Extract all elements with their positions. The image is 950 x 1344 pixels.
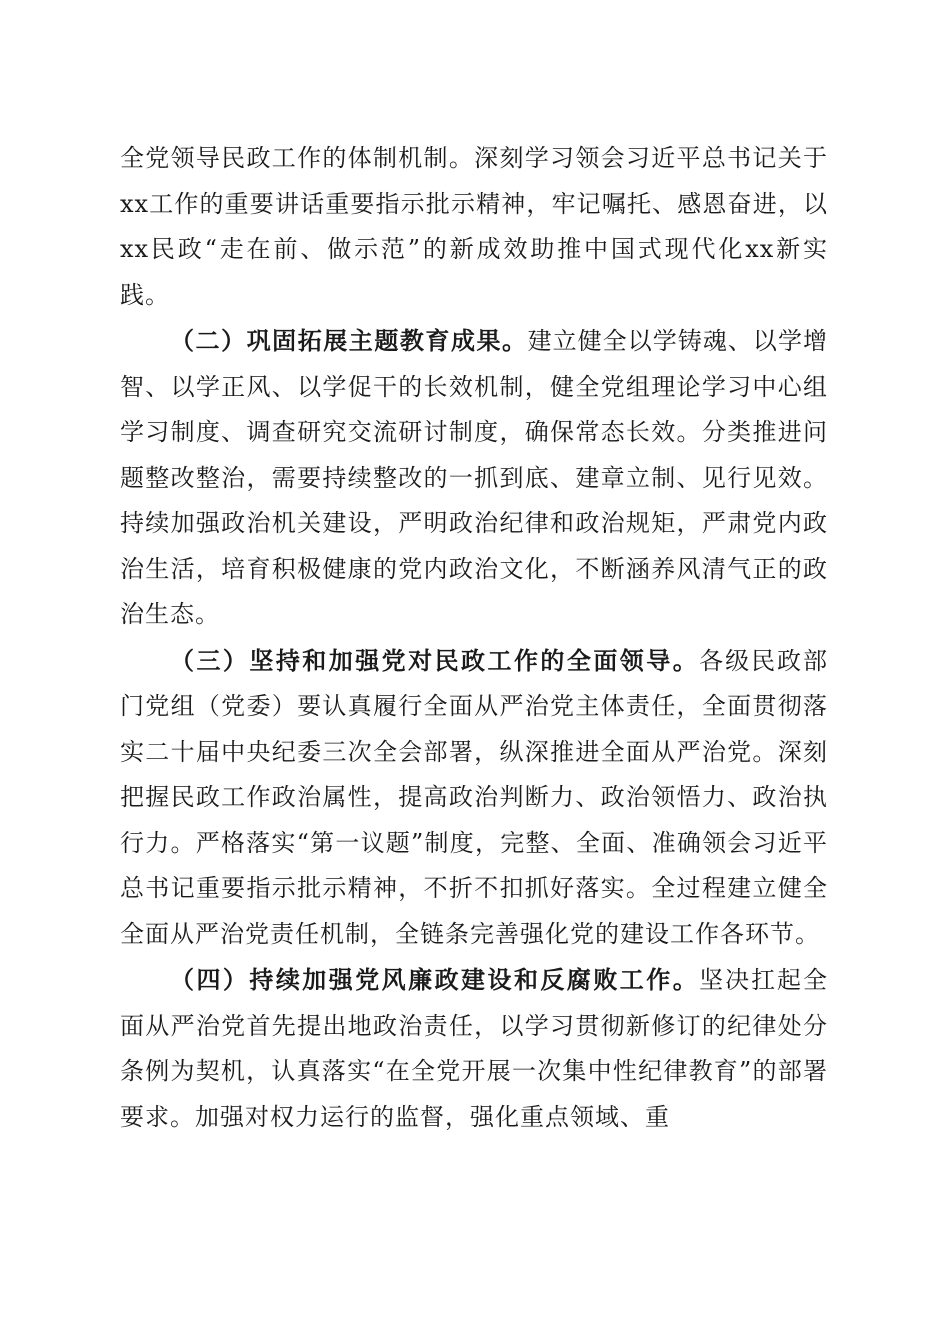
paragraph-body: 全党领导民政工作的体制机制。深刻学习领会习近平总书记关于xx工作的重要讲话重要指示批示精神，牢记嘱托、感恩奋进，以xx民政“走在前、做示范”的新成效助推中国式现代化xx新实践。 [120, 144, 828, 309]
paragraph-section-4 [120, 957, 828, 1140]
section-heading: （二）巩固拓展主题教育成果。 [170, 326, 528, 355]
paragraph-continuation [120, 136, 828, 318]
document-page [120, 136, 828, 1140]
section-heading: （三）坚持和加强党对民政工作的全面领导。 [170, 645, 700, 675]
paragraph-body: 坚决扛起全面从严治党首先提出地政治责任，以学习贯彻新修订的纪律处分条例为契机，认真落实“在全党开展一次集中性纪律教育”的部署要求。加强对权力运行的监督，强化重点领域、重 [120, 966, 829, 1131]
paragraph-section-2 [120, 318, 828, 638]
paragraph-body: 各级民政部门党组（党委）要认真履行全面从严治党主体责任，全面贯彻落实二十届中央纪委三次全会部署，纵深推进全面从严治党。深刻把握民政工作政治属性，提高政治判断力、政治领悟力、政治执行力。严格落实“第一议题”制度，完整、全面、准确领会习近平总书记重要指示批示精神，不折不扣抓好落实。全过程建立健全全面从严治党责任机制，全链条完善强化党的建设工作各环节。 [120, 646, 829, 948]
paragraph-body: 建立健全以学铸魂、以学增智、以学正风、以学促干的长效机制，健全党组理论学习中心组学习制度、调查研究交流研讨制度，确保常态长效。分类推进问题整改整治，需要持续整改的一抓到底、建章立制、见行见效。持续加强政治机关建设，严明政治纪律和政治规矩，严肃党内政治生活，培育积极健康的党内政治文化，不断涵养风清气正的政治生态。 [120, 327, 829, 628]
paragraph-section-3 [120, 638, 828, 958]
section-heading: （四）持续加强党风廉政建设和反腐败工作。 [170, 965, 700, 994]
